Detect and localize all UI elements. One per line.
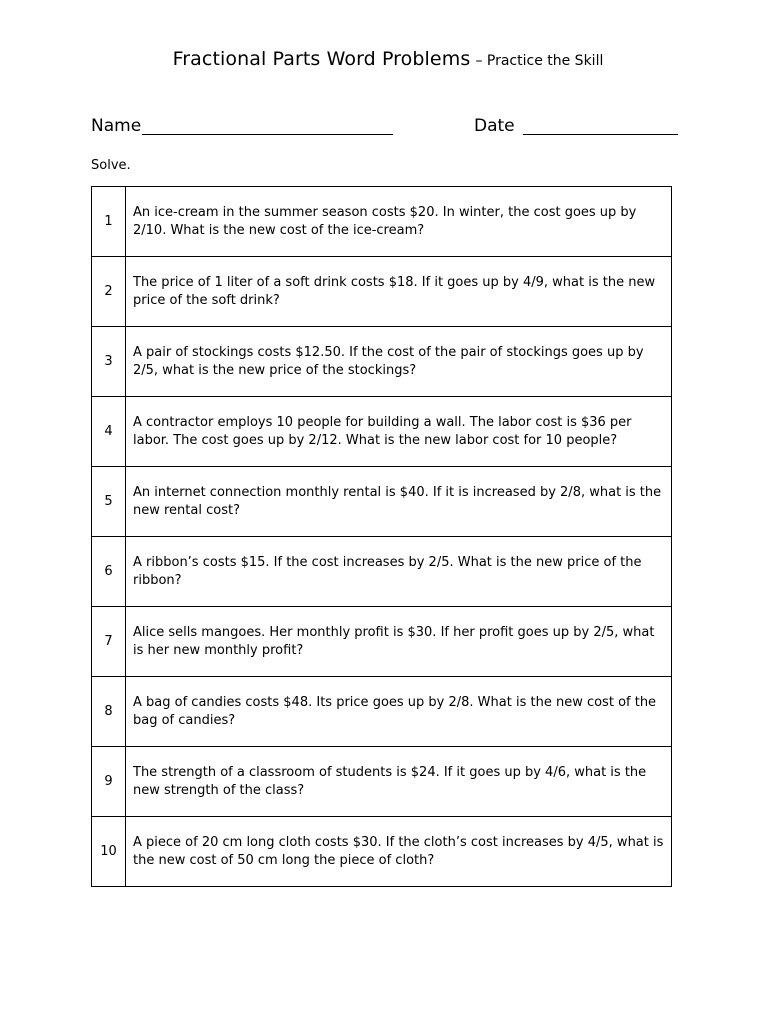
title-main: Fractional Parts Word Problems [172, 48, 471, 70]
problem-text: A contractor employs 10 people for building a wall. The labor cost is $36 per labor. The cost goes up by 2/12. What is the new labor cost for 10 people? [126, 397, 672, 467]
table-row [92, 607, 672, 677]
worksheet-title [0, 48, 768, 70]
problem-text: The price of 1 liter of a soft drink costs $18. If it goes up by 4/9, what is the new price of the soft drink? [126, 257, 672, 327]
table-row [92, 397, 672, 467]
table-row [92, 187, 672, 257]
table-row [92, 467, 672, 537]
problem-number: 5 [92, 467, 126, 537]
problem-number: 10 [92, 817, 126, 887]
date-label: Date [474, 116, 515, 136]
name-field-line [142, 134, 393, 135]
problem-number: 3 [92, 327, 126, 397]
table-row [92, 537, 672, 607]
table-row [92, 257, 672, 327]
problem-number: 6 [92, 537, 126, 607]
problem-text: A piece of 20 cm long cloth costs $30. If the cloth’s cost increases by 4/5, what is the new cost of 50 cm long the piece of cloth? [126, 817, 672, 887]
table-row [92, 327, 672, 397]
table-row [92, 677, 672, 747]
title-subtitle: – Practice the Skill [475, 53, 604, 69]
problem-text: A pair of stockings costs $12.50. If the cost of the pair of stockings goes up by 2/5, what is the new price of the stockings? [126, 327, 672, 397]
problem-number: 8 [92, 677, 126, 747]
problems-table [91, 186, 672, 887]
instruction-text: Solve. [91, 158, 131, 173]
problem-text: Alice sells mangoes. Her monthly profit is $30. If her profit goes up by 2/5, what is her new monthly profit? [126, 607, 672, 677]
problem-text: The strength of a classroom of students is $24. If it goes up by 4/6, what is the new strength of the class? [126, 747, 672, 817]
problem-text: A ribbon’s costs $15. If the cost increases by 2/5. What is the new price of the ribbon? [126, 537, 672, 607]
date-field-line [523, 134, 678, 135]
table-row [92, 817, 672, 887]
name-label: Name [91, 116, 142, 136]
table-row [92, 747, 672, 817]
problem-number: 4 [92, 397, 126, 467]
problem-number: 2 [92, 257, 126, 327]
problem-text: An internet connection monthly rental is $40. If it is increased by 2/8, what is the new rental cost? [126, 467, 672, 537]
problem-number: 9 [92, 747, 126, 817]
problem-text: An ice-cream in the summer season costs $20. In winter, the cost goes up by 2/10. What is the new cost of the ice-cream? [126, 187, 672, 257]
problem-text: A bag of candies costs $48. Its price goes up by 2/8. What is the new cost of the bag of candies? [126, 677, 672, 747]
problem-number: 7 [92, 607, 126, 677]
problem-number: 1 [92, 187, 126, 257]
